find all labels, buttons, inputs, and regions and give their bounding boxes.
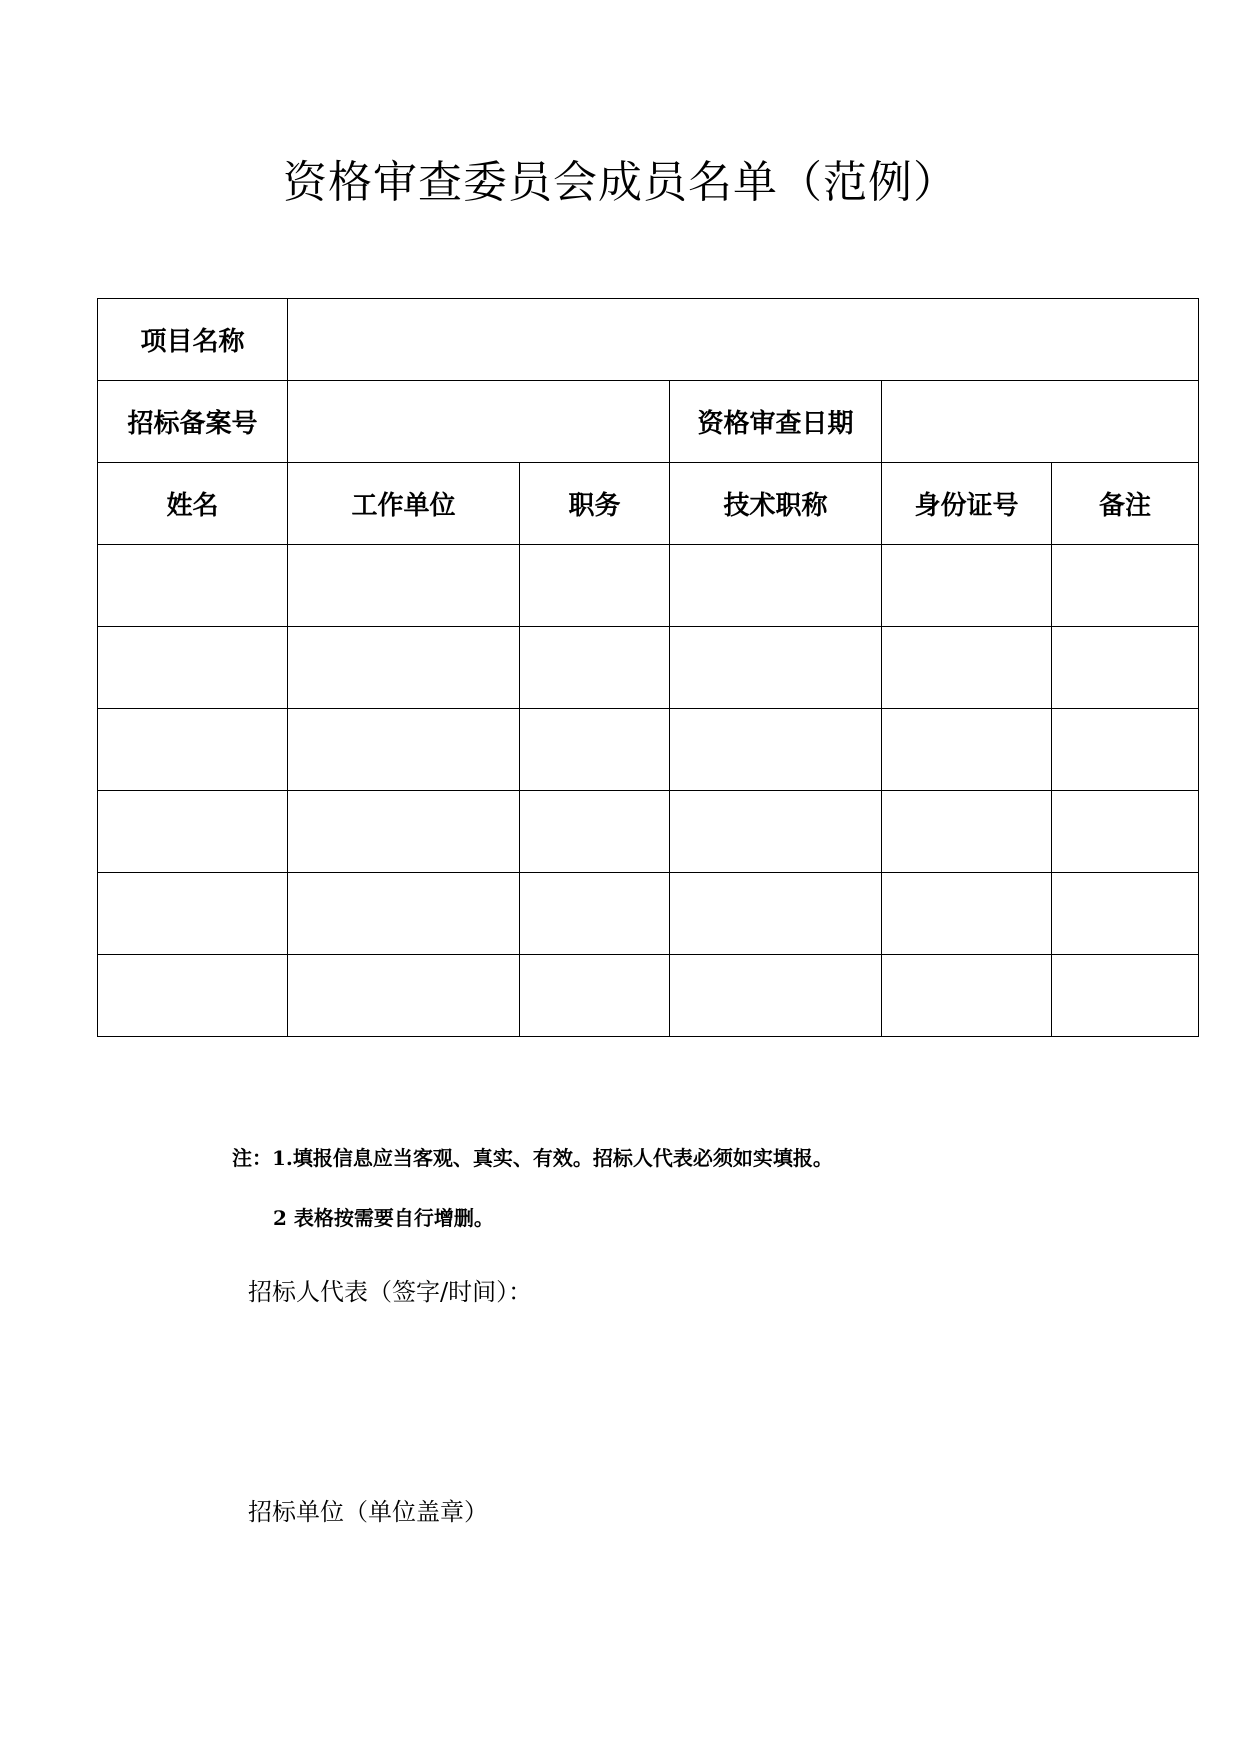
header-technical-title: 技术职称 [670, 463, 882, 545]
header-row [98, 463, 1199, 545]
cell-work-unit[interactable] [288, 545, 520, 627]
table-row [98, 627, 1199, 709]
filing-row [98, 381, 1199, 463]
cell-name[interactable] [98, 709, 288, 791]
header-remarks: 备注 [1052, 463, 1199, 545]
cell-position[interactable] [520, 955, 670, 1037]
table-row [98, 873, 1199, 955]
cell-position[interactable] [520, 873, 670, 955]
cell-technical-title[interactable] [670, 709, 882, 791]
project-name-field[interactable] [288, 299, 1199, 381]
table-row [98, 955, 1199, 1037]
cell-name[interactable] [98, 791, 288, 873]
table-row [98, 709, 1199, 791]
cell-technical-title[interactable] [670, 627, 882, 709]
cell-position[interactable] [520, 709, 670, 791]
filing-no-label: 招标备案号 [98, 381, 288, 463]
cell-remarks[interactable] [1052, 709, 1199, 791]
cell-position[interactable] [520, 791, 670, 873]
cell-technical-title[interactable] [670, 955, 882, 1037]
cell-work-unit[interactable] [288, 955, 520, 1037]
cell-technical-title[interactable] [670, 873, 882, 955]
cell-id-number[interactable] [882, 955, 1052, 1037]
table-row [98, 791, 1199, 873]
cell-work-unit[interactable] [288, 627, 520, 709]
project-name-label: 项目名称 [98, 299, 288, 381]
unit-seal-label: 招标单位（单位盖章） [248, 1498, 488, 1526]
cell-remarks[interactable] [1052, 955, 1199, 1037]
table-row [98, 545, 1199, 627]
cell-work-unit[interactable] [288, 791, 520, 873]
cell-name[interactable] [98, 545, 288, 627]
review-date-label: 资格审查日期 [670, 381, 882, 463]
filing-no-field[interactable] [288, 381, 670, 463]
note-line-2: 2 表格按需要自行增删。 [273, 1206, 494, 1230]
page-title: 资格审查委员会成员名单（范例） [283, 157, 958, 208]
cell-remarks[interactable] [1052, 791, 1199, 873]
cell-work-unit[interactable] [288, 709, 520, 791]
cell-technical-title[interactable] [670, 545, 882, 627]
cell-id-number[interactable] [882, 873, 1052, 955]
review-date-field[interactable] [882, 381, 1199, 463]
header-id-number: 身份证号 [882, 463, 1052, 545]
cell-name[interactable] [98, 873, 288, 955]
cell-name[interactable] [98, 955, 288, 1037]
cell-work-unit[interactable] [288, 873, 520, 955]
member-table [97, 298, 1199, 1037]
cell-remarks[interactable] [1052, 627, 1199, 709]
cell-id-number[interactable] [882, 709, 1052, 791]
cell-position[interactable] [520, 545, 670, 627]
cell-id-number[interactable] [882, 627, 1052, 709]
cell-position[interactable] [520, 627, 670, 709]
cell-remarks[interactable] [1052, 873, 1199, 955]
note-line-1: 注：1.填报信息应当客观、真实、有效。招标人代表必须如实填报。 [232, 1146, 833, 1170]
header-position: 职务 [520, 463, 670, 545]
cell-id-number[interactable] [882, 791, 1052, 873]
cell-name[interactable] [98, 627, 288, 709]
header-name: 姓名 [98, 463, 288, 545]
project-name-row [98, 299, 1199, 381]
representative-signature-label: 招标人代表（签字/时间）： [248, 1278, 533, 1306]
cell-remarks[interactable] [1052, 545, 1199, 627]
header-work-unit: 工作单位 [288, 463, 520, 545]
cell-technical-title[interactable] [670, 791, 882, 873]
cell-id-number[interactable] [882, 545, 1052, 627]
